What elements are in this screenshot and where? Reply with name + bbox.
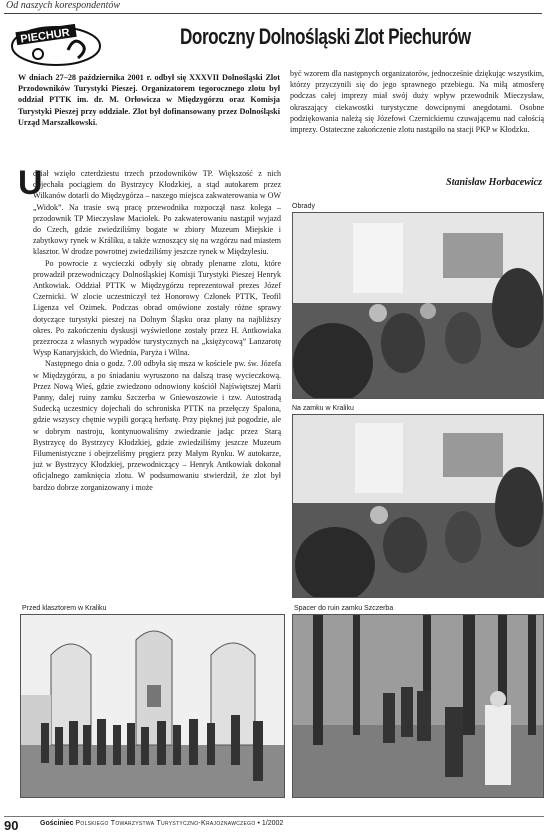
photo-forest-walk xyxy=(292,614,544,798)
logo-text: PIECHUR xyxy=(19,26,71,46)
paragraph: Następnego dnia o godz. 7.00 odbyła się msza w kościele pw. św. Józefa w Międzygórzu, a po śniadaniu wyruszono na dalszą trasę wycieczkową. Przez Nową Wieś, gdzie zwiedzono odnowiony kościół Najświętszej Marii Panny, dalej ruiny zamku Szczerba w Gniewoszowie i tzw. Autostradą Sudecką uczestnicy dojechali do schroniska PTTK na przełęczy Spalona, gdzie wszyscy chętnie wypili gorącą herbatę. Przy pięknej już pogodzie, ale w dobrym nastroju, kontynuowaliśmy zwiedzanie jadąc przez Starą Bystrzycę do Bystrzycy Kłodzkiej, gdzie zwiedziliśmy jeszcze Muzeum Filumenistyczne i obejrzeliśmy pręgierz przy Małym Rynku. W autokarze, już w Bystrzycy Kłodzkiej, przewodniczący – Henryk Antkowiak dokonał oficjalnego zamknięcia zlotu. W podsumowaniu stwierdził, że zlot był bardzo dobrze zorganizowany i może xyxy=(33,359,281,492)
footer-line xyxy=(40,820,283,827)
article-lead: W dniach 27–28 października 2001 r. odbył się XXXVII Dolnośląski Zlot Przodowników Turystyki Pieszej. Organizatorem tegorocznego zlotu był oddział PTTK im. dr. M. Orłowicza w Międzygórzu oraz Komisja Turystyki Pieszej przy oddziale. Zlot był dofinansowany przez Dolnośląski Urząd Marszałkowski. xyxy=(18,73,280,127)
photo-meeting xyxy=(292,212,544,399)
photo-caption: Przed klasztorem w Kraliku xyxy=(22,605,107,612)
photo-caption: Na zamku w Kraliku xyxy=(292,405,354,412)
page-number: 90 xyxy=(4,818,19,833)
photo-caption: Obrady xyxy=(292,203,315,210)
piechur-logo xyxy=(10,22,102,66)
footer-rule xyxy=(4,816,544,817)
dropcap: U xyxy=(18,164,43,202)
photo-monastery xyxy=(20,614,285,798)
left-column xyxy=(33,168,281,493)
right-column xyxy=(290,68,544,135)
article-title: Doroczny Dolnośląski Zlot Piechurów xyxy=(180,24,471,49)
footer-bullet: • xyxy=(257,820,260,827)
magazine-name: Gościniec xyxy=(40,820,74,827)
publisher-name: Polskiego Towarzystwa Turystyczno-Krajoznawczego xyxy=(75,820,256,827)
photo-castle-interior xyxy=(292,414,544,598)
paragraph: dział wzięło czterdziestu trzech przodowników TP. Większość z nich dojechała pociągiem do Bystrzycy Kłodzkiej, a stąd autokarem przez Wilkanów dotarli do Międzygórza – naszego miejsca zakwaterowania w OW „Widok”. Na trasie swą pracę przewodnika rozpoczął nasz kolega – przodownik TP Mieczysław Maciołek. Po zakwaterowaniu nastąpił wyjazd do Czech, gdzie zwiedziliśmy bogate w zbiory Muzeum Miejskie i zabytkowy rynek w Králíku, a także wznoszący się na wzgórzu nad miastem klasztor. W drodze powrotnej zwiedziliśmy jeszcze rynek w Międzylesiu. xyxy=(33,169,281,257)
section-rubric: Od naszych korespondentów xyxy=(6,0,121,11)
issue-number: 1/2002 xyxy=(261,820,284,827)
paragraph: być wzorem dla następnych organizatorów, jednocześnie dziękując wszystkim, którzy przyczynili się do jego sprawnego przebiegu. Na miłą atmosferę podczas całej imprezy miał swój duży wpływ przewodnik Mieczysław, okraszający ciekawostki turystyczne dowcipnymi anegdotami. Osobne podziękowania należą się Józefowi Czernickiemu czuwającemu nad całością imprezy. Ostateczne zakończenie zlotu nastąpiło na stacji PKP w Kłodzku. xyxy=(290,69,544,135)
author-signature: Stanisław Horbacewicz xyxy=(446,177,542,188)
photo-caption: Spacer do ruin zamku Szczerba xyxy=(294,605,394,612)
paragraph: Po powrocie z wycieczki odbyły się obrady plenarne zlotu, które prowadził przewodniczący Dolnośląskiej Komisji Turystyki Pieszej Henryk Antkowiak. Oddział PTTK w Międzygórzu reprezentował prezes Józef Czernicki. W zlocie uczestniczył też Honorowy Członek PTTK, Teofil Ligenza vel Ozimek. Podczas obrad omówione zostały różne sprawy dotyczące turystyki pieszej na Dolnym Śląsku oraz plany na najbliższy okres. Po zakończeniu dyskusji wyświetlone zostały przez H. Antkowiaka przezrocza z własnych wypadów turystycznych na „księżycową” Lanzarotę Wysp Kanaryjskich, do Wiednia, Paryża i Wilna. xyxy=(33,258,281,358)
header-rule xyxy=(4,13,542,14)
